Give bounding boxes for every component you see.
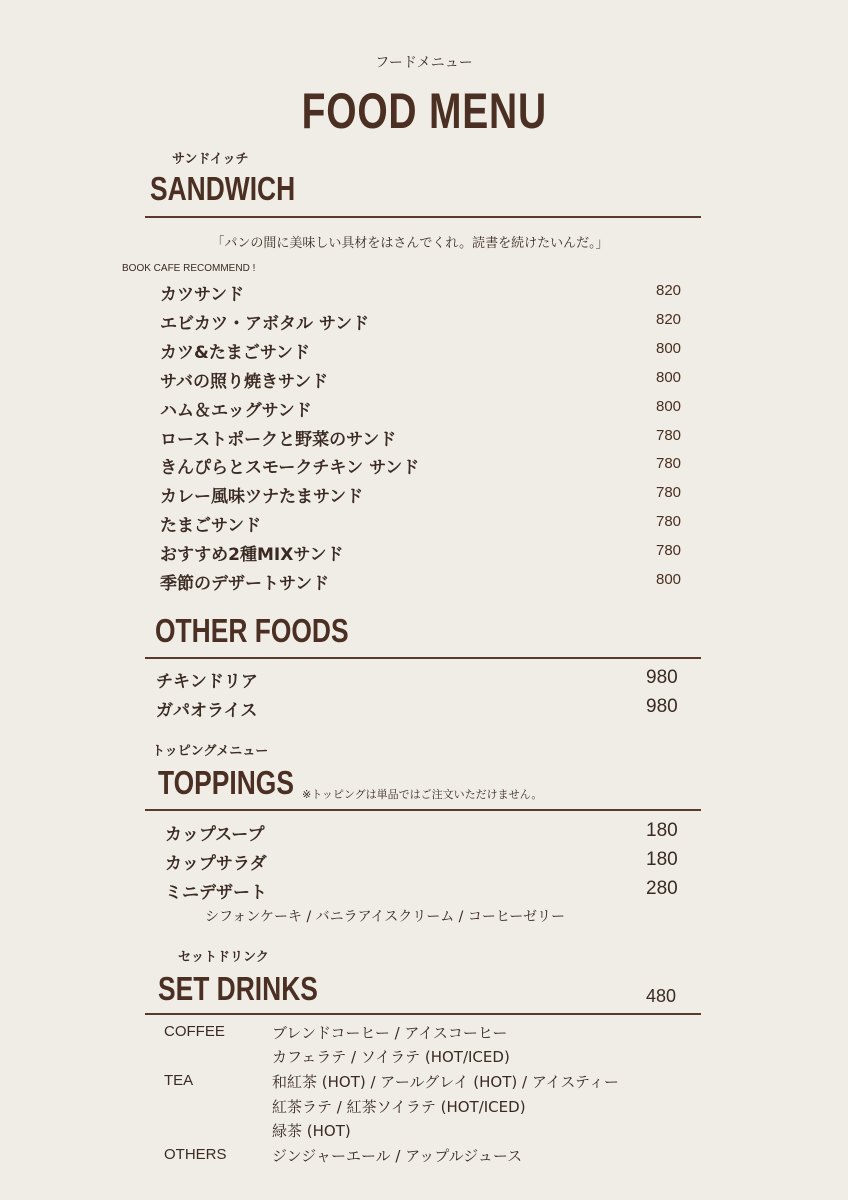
sandwich-item xyxy=(160,482,700,510)
topping-item-name: ミニデザート xyxy=(165,883,267,903)
sandwich-item xyxy=(160,425,700,453)
topping-item-name: カップスープ xyxy=(165,825,265,845)
dessert-options: シフォンケーキ / バニラアイスクリーム / コーヒーゼリー xyxy=(205,909,566,925)
sandwich-item-name: ローストポークと野菜のサンド xyxy=(160,429,397,450)
topping-item-price: 180 xyxy=(646,820,678,841)
sandwich-item-name: サバの照り焼きサンド xyxy=(160,371,329,392)
sandwich-item-price: 800 xyxy=(656,368,682,386)
others-label: OTHERS xyxy=(164,1146,227,1163)
sandwich-item-price: 780 xyxy=(656,426,682,444)
other-food-item-name: チキンドリア xyxy=(156,672,258,692)
other-food-item-name: ガパオライス xyxy=(156,701,258,721)
recommend-label: BOOK CAFE RECOMMEND ! xyxy=(122,263,256,274)
topping-item xyxy=(165,849,695,877)
menu-kana-title: フードメニュー xyxy=(375,55,473,71)
sandwich-item xyxy=(160,453,700,481)
set-drinks-divider xyxy=(145,1013,701,1015)
topping-item-price: 280 xyxy=(646,878,678,899)
sandwich-item-price: 820 xyxy=(656,282,682,299)
set-drinks-kana: セットドリンク xyxy=(178,950,269,965)
sandwich-item-name: きんぴらとスモークチキン サンド xyxy=(160,458,420,479)
coffee-line-2: カフェラテ / ソイラテ (HOT/ICED) xyxy=(272,1048,510,1066)
sandwich-item xyxy=(160,338,700,366)
set-drinks-heading: SET DRINKS xyxy=(158,970,318,1007)
sandwich-item xyxy=(160,540,700,568)
sandwich-kana: サンドイッチ xyxy=(172,152,249,167)
sandwich-item xyxy=(160,511,700,539)
sandwich-item xyxy=(160,309,700,337)
toppings-kana: トッピングメニュー xyxy=(152,744,269,759)
sandwich-item-price: 780 xyxy=(656,484,682,502)
sandwich-item-price: 780 xyxy=(656,455,682,473)
sandwich-divider xyxy=(145,216,701,218)
toppings-heading: TOPPINGS xyxy=(158,764,294,801)
toppings-note: ※トッピングは単品ではご注文いただけません。 xyxy=(302,788,543,801)
sandwich-item-name: エビカツ・アボタル サンド xyxy=(160,313,370,334)
menu-title: FOOD MENU xyxy=(301,83,547,139)
others-line-1: ジンジャーエール / アップルジュース xyxy=(272,1147,523,1165)
tea-line-1: 和紅茶 (HOT) / アールグレイ (HOT) / アイスティー xyxy=(272,1073,619,1091)
sandwich-item-price: 780 xyxy=(656,513,682,531)
tea-line-2: 紅茶ラテ / 紅茶ソイラテ (HOT/ICED) xyxy=(272,1098,526,1116)
other-food-item-price: 980 xyxy=(646,696,678,717)
coffee-label: COFFEE xyxy=(164,1023,225,1040)
sandwich-item-price: 800 xyxy=(656,339,682,357)
sandwich-item-name: 季節のデザートサンド xyxy=(160,574,330,594)
sandwich-item xyxy=(160,569,700,597)
sandwich-item-price: 800 xyxy=(656,571,682,588)
coffee-line-1: ブレンドコーヒー / アイスコーヒー xyxy=(272,1024,508,1042)
topping-item xyxy=(165,878,695,906)
sandwich-item-name: カツ&たまごサンド xyxy=(160,342,310,363)
sandwich-quote: 「パンの間に美味しい具材をはさんでくれ。読書を続けたいんだ。」 xyxy=(211,236,609,251)
sandwich-item-name: カツサンド xyxy=(160,285,245,305)
set-drinks-price: 480 xyxy=(646,986,677,1006)
tea-line-3: 緑茶 (HOT) xyxy=(272,1122,351,1140)
sandwich-item-name: カレー風味ツナたまサンド xyxy=(160,487,364,508)
other-food-item xyxy=(156,696,696,724)
sandwich-item-price: 820 xyxy=(656,310,682,328)
other-food-item xyxy=(156,667,696,695)
sandwich-heading: SANDWICH xyxy=(150,170,296,207)
sandwich-item-price: 780 xyxy=(656,542,682,560)
sandwich-item-name: たまごサンド xyxy=(160,516,262,537)
other-food-item-price: 980 xyxy=(646,667,678,688)
other-foods-divider xyxy=(145,657,701,659)
sandwich-item xyxy=(160,396,700,424)
topping-item xyxy=(165,820,695,848)
sandwich-item xyxy=(160,367,700,395)
other-foods-heading: OTHER FOODS xyxy=(155,612,349,649)
topping-item-price: 180 xyxy=(646,849,678,870)
sandwich-item-price: 800 xyxy=(656,397,682,415)
topping-item-name: カップサラダ xyxy=(165,854,267,874)
sandwich-item xyxy=(160,280,700,308)
sandwich-item-name: ハム＆エッグサンド xyxy=(160,400,312,421)
tea-label: TEA xyxy=(164,1072,194,1089)
toppings-divider xyxy=(145,809,701,811)
sandwich-item-name: おすすめ2種MIXサンド xyxy=(160,545,344,566)
